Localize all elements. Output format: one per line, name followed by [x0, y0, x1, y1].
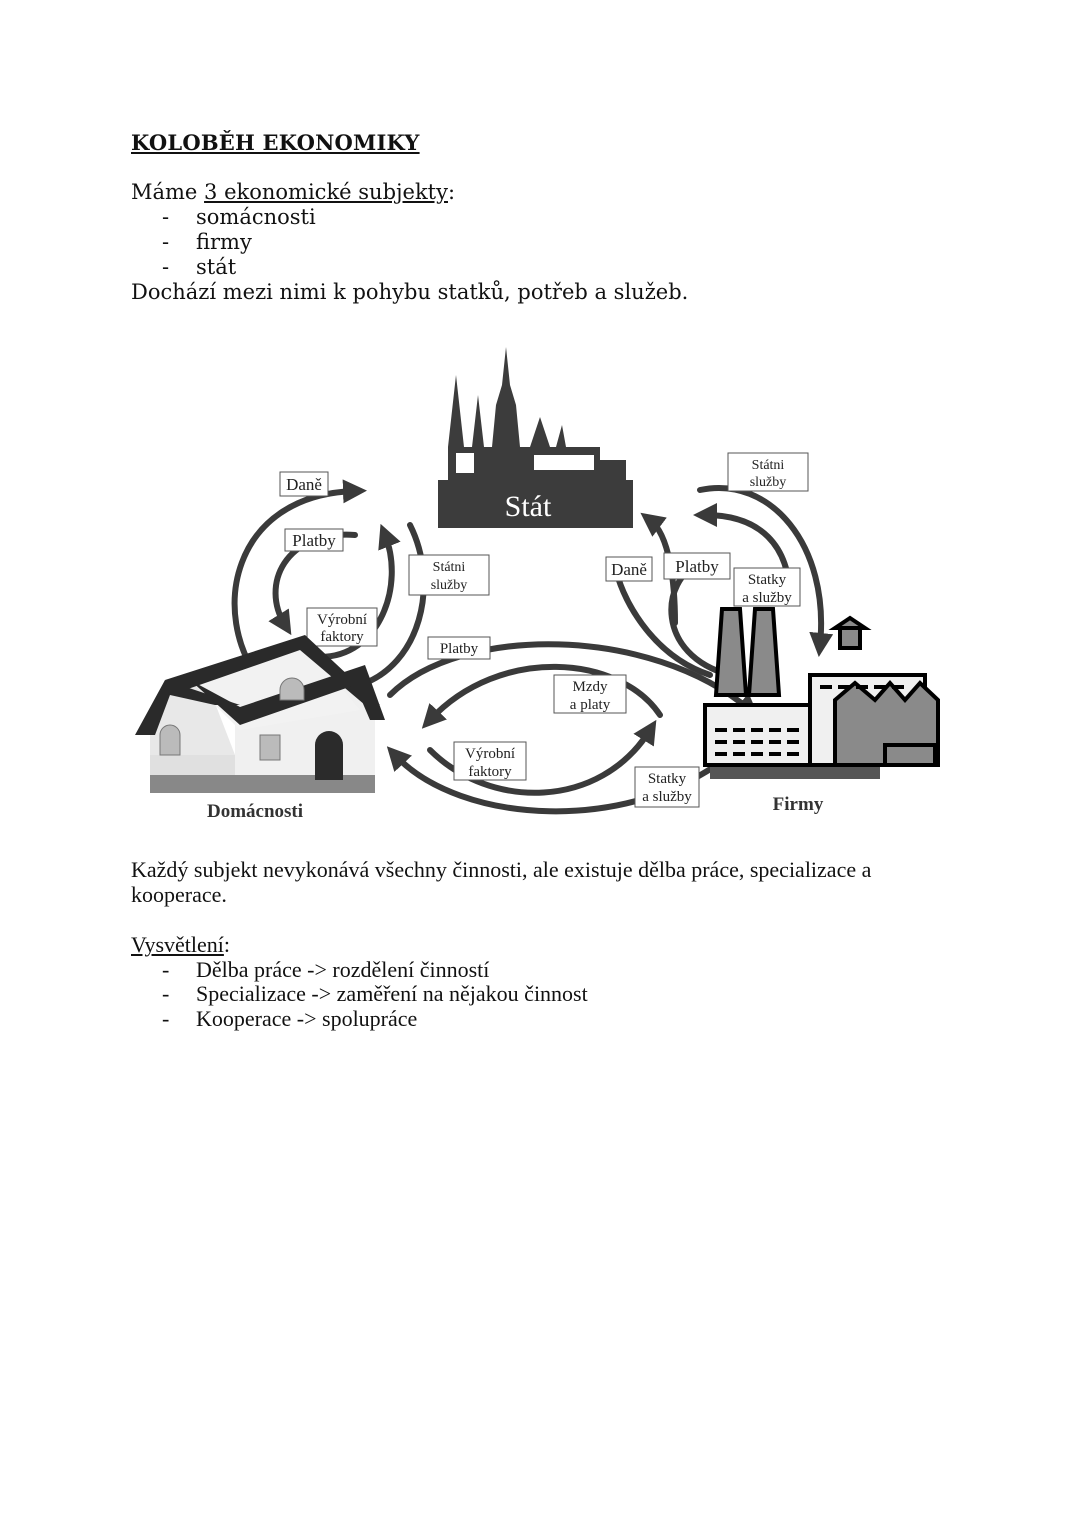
list-item — [162, 957, 489, 982]
label-hh-state-services-2: služby — [430, 578, 468, 593]
list-item-text: somácnosti — [196, 205, 316, 229]
division-sentence-2: kooperace. — [131, 882, 227, 907]
intro-suffix: : — [447, 180, 456, 204]
label-hh-firm-goods-2: a služby — [642, 789, 692, 805]
state-label: Stát — [504, 490, 552, 523]
list-item — [162, 981, 588, 1006]
list-item-text: Specializace -> zaměření na nějakou činnost — [196, 981, 588, 1006]
label-hh-state-factors-2: faktory — [320, 629, 364, 645]
list-item — [162, 1006, 417, 1031]
label-firm-state-tax: Daně — [611, 560, 647, 579]
bullet: - — [162, 255, 170, 279]
households-label: Domácnosti — [206, 801, 304, 822]
bullet: - — [162, 1006, 170, 1031]
label-hh-firm-wages-2: a platy — [569, 697, 611, 713]
bullet: - — [162, 957, 170, 982]
label-firm-state-goods-2: a služby — [742, 590, 792, 606]
intro-line — [131, 180, 455, 205]
explanation-heading-suffix: : — [223, 932, 231, 957]
intro-prefix: Máme — [131, 180, 205, 204]
list-item-text: Dělba práce -> rozdělení činností — [196, 957, 490, 982]
list-item — [162, 205, 316, 230]
label-hh-state-payments: Platby — [292, 531, 336, 550]
division-sentence-1: Každý subjekt nevykonává všechny činnosti, ale existuje dělba práce, specializace a — [131, 857, 872, 882]
bullet: - — [162, 205, 170, 229]
label-hh-firm-payments: Platby — [439, 641, 479, 657]
explanation-heading — [131, 932, 230, 957]
label-hh-firm-goods-1: Statky — [647, 771, 687, 787]
label-hh-firm-factors-2: faktory — [468, 764, 512, 780]
list-item — [162, 255, 236, 280]
bullet: - — [162, 230, 170, 254]
list-item — [162, 230, 252, 255]
label-hh-firm-wages-1: Mzdy — [572, 679, 608, 695]
label-firm-state-services-2: služby — [749, 475, 787, 490]
bullet: - — [162, 981, 170, 1006]
label-hh-state-tax: Daně — [286, 475, 322, 494]
house-icon — [135, 635, 385, 822]
list-item-text: firmy — [196, 230, 252, 254]
firms-label: Firmy — [772, 794, 824, 815]
page-title: KOLOBĚH EKONOMIKY — [131, 130, 420, 155]
label-firm-state-payments: Platby — [675, 557, 719, 576]
economic-cycle-diagram — [130, 335, 950, 835]
label-hh-firm-factors-1: Výrobní — [465, 746, 515, 762]
label-firm-state-goods-1: Statky — [747, 572, 787, 588]
label-firm-state-services-1: Státni — [751, 458, 785, 473]
label-hh-state-factors-1: Výrobní — [317, 612, 367, 628]
state-castle-icon — [438, 347, 633, 528]
list-item-text: stát — [196, 255, 237, 279]
label-hh-state-services-1: Státni — [432, 560, 466, 575]
explanation-heading-underlined: Vysvětlení — [131, 932, 224, 957]
intro-underlined: 3 ekonomické subjekty — [204, 180, 448, 204]
movement-sentence: Dochází mezi nimi k pohybu statků, potřeb a služeb. — [131, 280, 689, 304]
list-item-text: Kooperace -> spolupráce — [196, 1006, 418, 1031]
